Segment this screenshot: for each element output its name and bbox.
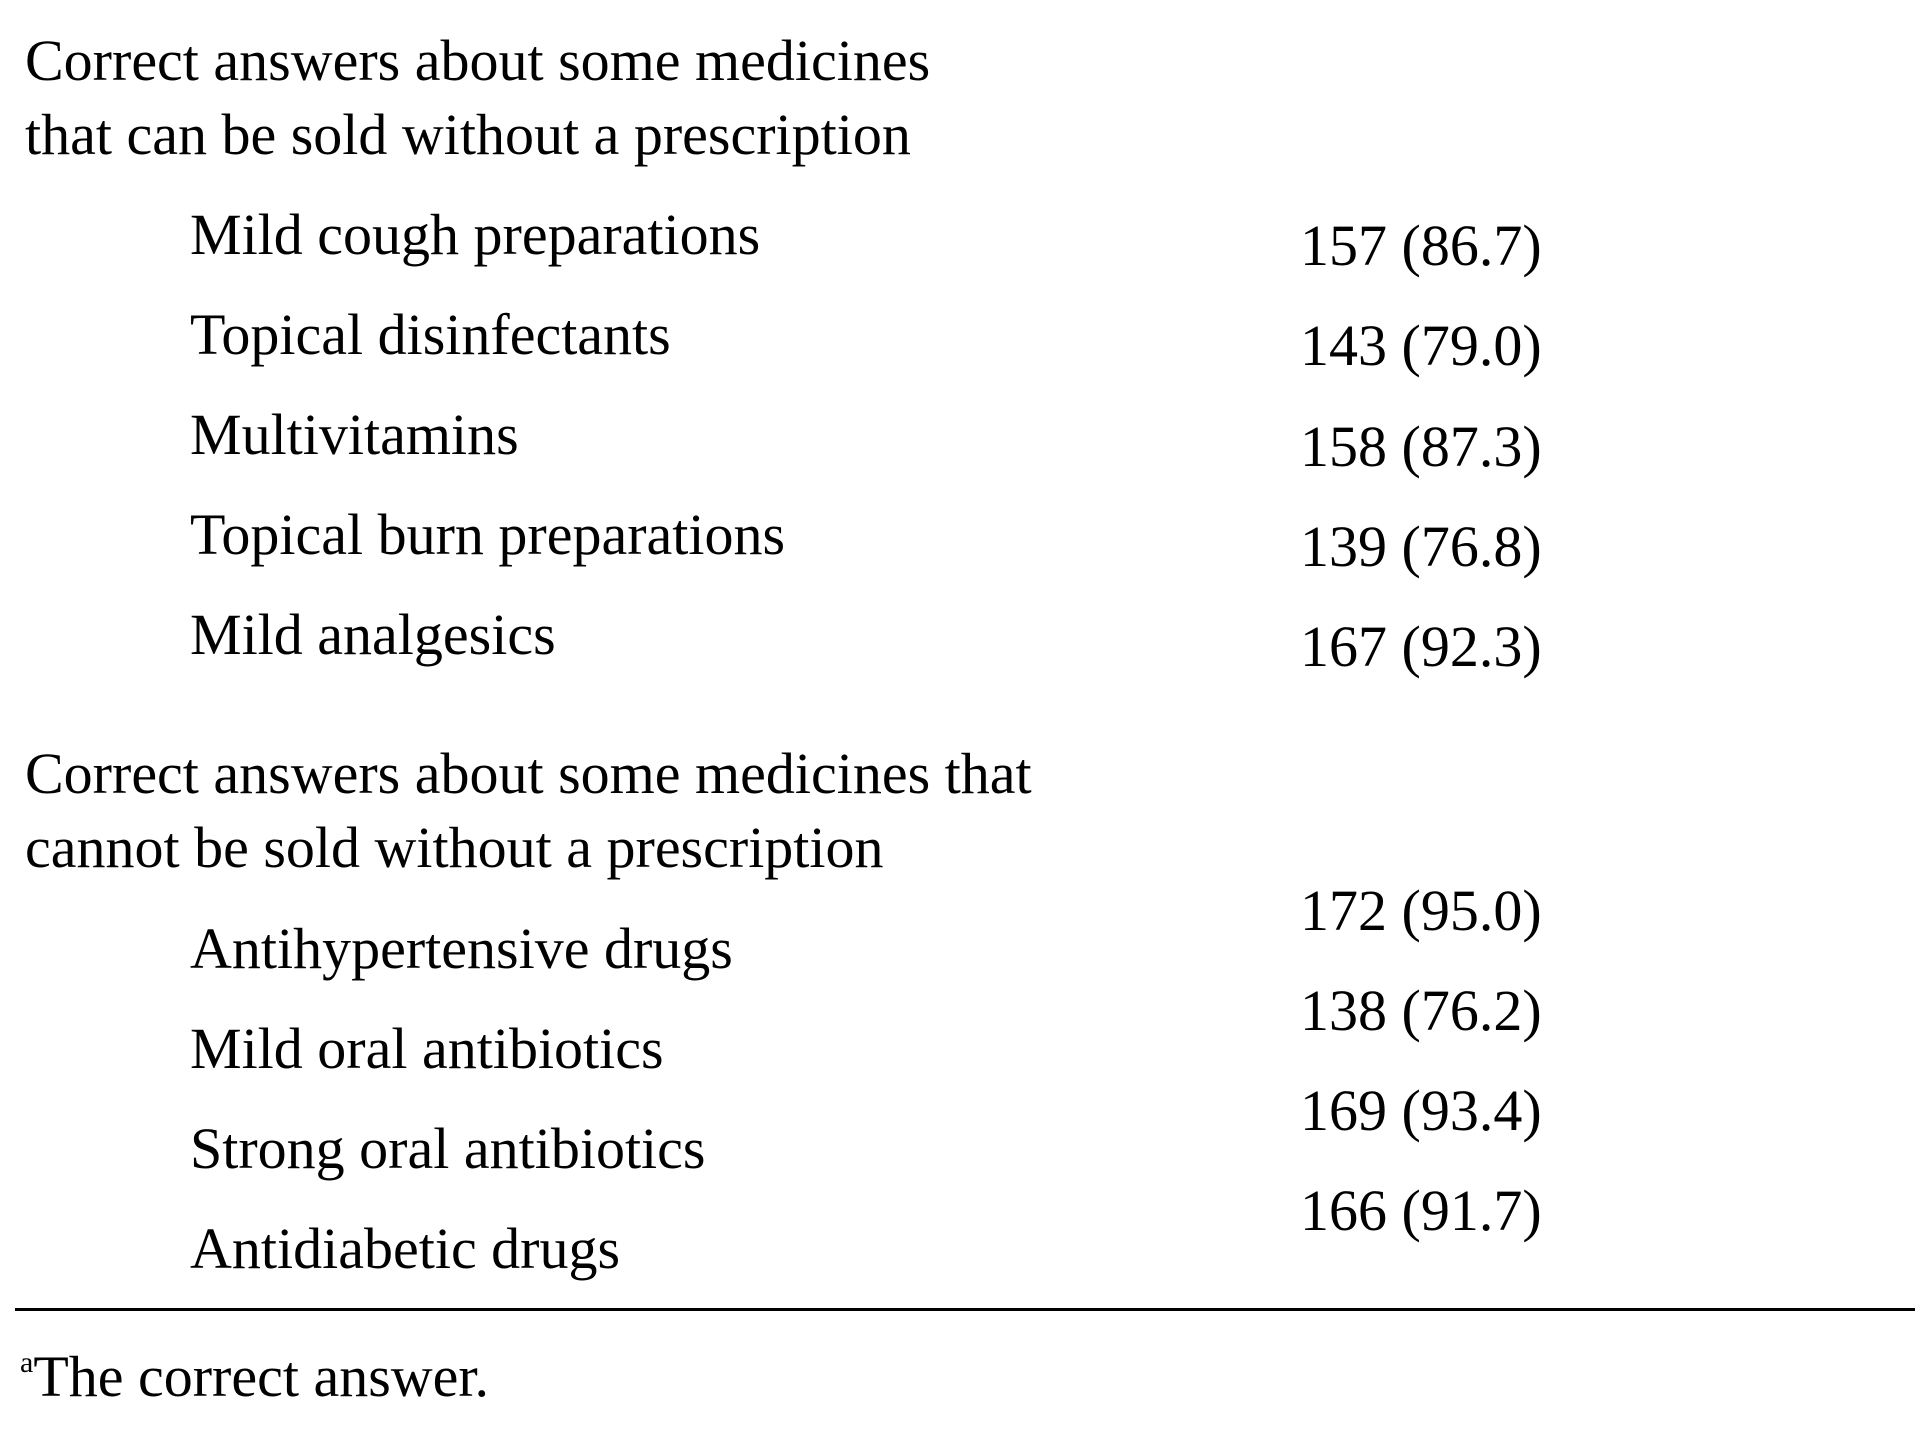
row-value: 172 (95.0): [1300, 878, 1542, 943]
row-label: Antidiabetic drugs: [190, 1216, 621, 1281]
row-value: 158 (87.3): [1300, 414, 1542, 479]
row-value: 143 (79.0): [1300, 313, 1542, 378]
table-bottom-rule: [15, 1308, 1915, 1311]
row-value: 166 (91.7): [1300, 1178, 1542, 1243]
row-label: Multivitamins: [190, 402, 519, 467]
footnote: [20, 1344, 490, 1409]
row-value: 157 (86.7): [1300, 213, 1542, 278]
row-label: Topical disinfectants: [190, 302, 671, 367]
row-value: 139 (76.8): [1300, 514, 1542, 579]
footnote-text: The correct answer.: [33, 1344, 490, 1409]
row-value: 167 (92.3): [1300, 614, 1542, 679]
row-label: Mild analgesics: [190, 602, 556, 667]
row-label: Mild oral antibiotics: [190, 1016, 664, 1081]
row-label: Strong oral antibiotics: [190, 1116, 706, 1181]
row-value: 138 (76.2): [1300, 978, 1542, 1043]
section-1-heading-line-2: that can be sold without a prescription: [25, 102, 911, 167]
section-2-heading-line-1: Correct answers about some medicines that: [25, 741, 1032, 806]
row-label: Antihypertensive drugs: [190, 916, 733, 981]
section-2-heading-line-2: cannot be sold without a prescription: [25, 815, 884, 880]
section-1-heading-line-1: Correct answers about some medicines: [25, 28, 931, 93]
footnote-marker: a: [20, 1346, 34, 1379]
row-label: Topical burn preparations: [190, 502, 786, 567]
row-label: Mild cough preparations: [190, 202, 761, 267]
row-value: 169 (93.4): [1300, 1078, 1542, 1143]
